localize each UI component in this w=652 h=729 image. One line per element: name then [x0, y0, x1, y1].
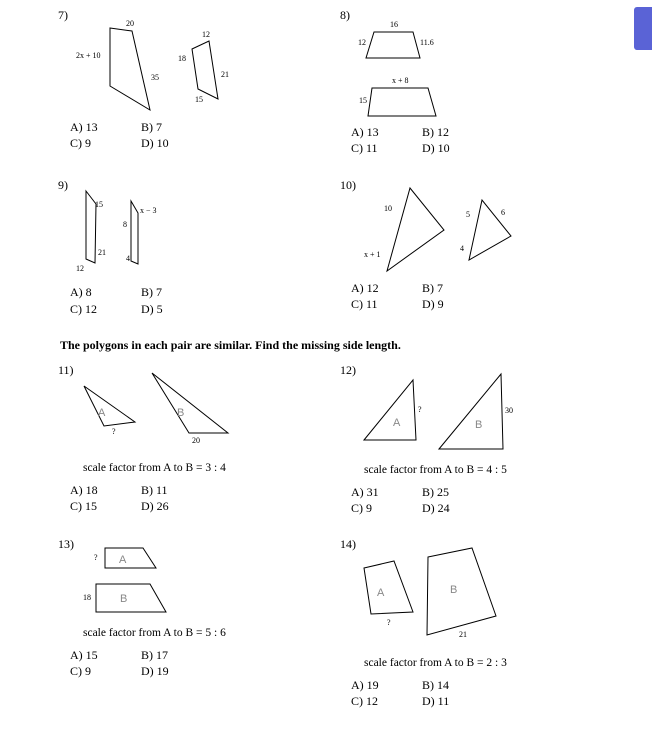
p7-small-quadrilateral	[192, 41, 218, 99]
p8-label-12: 12	[358, 38, 366, 47]
p7-label-12: 12	[202, 30, 210, 39]
p8-choice-c[interactable]: C) 11	[351, 141, 378, 155]
p10-choice-c[interactable]: C) 11	[351, 297, 378, 311]
p13-scale-factor: scale factor from A to B = 5 : 6	[83, 627, 226, 639]
p8-choice-d[interactable]: D) 10	[422, 141, 450, 155]
p13-trapezoid-a	[105, 548, 156, 568]
p7-label-2x10: 2x + 10	[76, 51, 101, 60]
p9-label-4: 4	[126, 254, 130, 263]
p8-choice-b[interactable]: B) 12	[422, 125, 449, 139]
p10-label-x1: x + 1	[364, 250, 381, 259]
p11-label-question: ?	[112, 427, 116, 436]
p11-letter-a: A	[98, 407, 106, 419]
p11-letter-b: B	[177, 407, 185, 419]
p14-letter-a: A	[377, 587, 385, 599]
p14-choice-c[interactable]: C) 12	[351, 694, 378, 708]
p14-label-question: ?	[387, 618, 391, 627]
p13-choice-b[interactable]: B) 17	[141, 648, 168, 662]
p7-label-21: 21	[221, 70, 229, 79]
p7-large-quadrilateral	[110, 28, 150, 110]
p10-choice-d[interactable]: D) 9	[422, 297, 444, 311]
p12-choice-a[interactable]: A) 31	[351, 485, 379, 499]
p11-choice-c[interactable]: C) 15	[70, 499, 97, 513]
p7-choice-c[interactable]: C) 9	[70, 136, 91, 150]
p11-triangle-b	[152, 373, 228, 433]
p11-scale-factor: scale factor from A to B = 3 : 4	[83, 462, 226, 474]
p14-choice-d[interactable]: D) 11	[422, 694, 450, 708]
p13-choice-a[interactable]: A) 15	[70, 648, 98, 662]
p13-choice-c[interactable]: C) 9	[70, 664, 91, 678]
p14-choice-b[interactable]: B) 14	[422, 678, 449, 692]
p8-label-x8: x + 8	[392, 76, 409, 85]
p10-large-quadrilateral	[387, 188, 444, 271]
p12-letter-a: A	[393, 417, 401, 429]
p7-label-20: 20	[126, 19, 134, 28]
p12-choice-d[interactable]: D) 24	[422, 501, 450, 515]
p8-label-11-6: 11.6	[420, 38, 434, 47]
p12-choice-b[interactable]: B) 25	[422, 485, 449, 499]
p14-choice-a[interactable]: A) 19	[351, 678, 379, 692]
p7-choice-b[interactable]: B) 7	[141, 120, 162, 134]
p11-choice-d[interactable]: D) 26	[141, 499, 169, 513]
problem-12-number: 12)	[340, 363, 356, 377]
p8-large-trapezoid	[368, 88, 436, 116]
p7-choice-a[interactable]: A) 13	[70, 120, 98, 134]
p7-label-15: 15	[195, 95, 203, 104]
p9-choice-d[interactable]: D) 5	[141, 302, 163, 316]
p9-label-x3: x − 3	[140, 206, 157, 215]
p7-label-18: 18	[178, 54, 186, 63]
p7-label-35: 35	[151, 73, 159, 82]
p9-choice-c[interactable]: C) 12	[70, 302, 97, 316]
p13-label-18: 18	[83, 593, 91, 602]
p8-small-trapezoid	[366, 32, 420, 58]
p14-label-21: 21	[459, 630, 467, 639]
p13-choice-d[interactable]: D) 19	[141, 664, 169, 678]
problem-8-number: 8)	[340, 8, 350, 22]
p14-letter-b: B	[450, 584, 458, 596]
problem-11-number: 11)	[58, 363, 74, 377]
p13-trapezoid-b	[96, 584, 166, 612]
p10-choice-a[interactable]: A) 12	[351, 281, 379, 295]
p11-choice-a[interactable]: A) 18	[70, 483, 98, 497]
problem-10-number: 10)	[340, 178, 356, 192]
p9-label-21: 21	[98, 248, 106, 257]
p12-triangle-a	[364, 380, 416, 440]
p14-scale-factor: scale factor from A to B = 2 : 3	[364, 657, 507, 669]
p12-triangle-b	[439, 374, 503, 449]
p9-choice-a[interactable]: A) 8	[70, 285, 92, 299]
p8-label-16: 16	[390, 20, 398, 29]
p9-label-8: 8	[123, 220, 127, 229]
p12-letter-b: B	[475, 419, 483, 431]
p11-triangle-a	[84, 386, 135, 426]
p9-label-15: 15	[95, 200, 103, 209]
p11-choice-b[interactable]: B) 11	[141, 483, 168, 497]
section-heading: The polygons in each pair are similar. Find the missing side length.	[60, 338, 401, 352]
p7-choice-d[interactable]: D) 10	[141, 136, 169, 150]
p12-label-question: ?	[418, 405, 422, 414]
p10-label-5: 5	[466, 210, 470, 219]
p13-letter-a: A	[119, 554, 127, 566]
p12-label-30: 30	[505, 406, 513, 415]
p14-quadrilateral-b	[427, 548, 496, 635]
p13-label-question: ?	[94, 553, 98, 562]
p9-small-quadrilateral	[131, 201, 138, 264]
p12-choice-c[interactable]: C) 9	[351, 501, 372, 515]
p10-label-4: 4	[460, 244, 464, 253]
p13-letter-b: B	[120, 593, 128, 605]
p8-choice-a[interactable]: A) 13	[351, 125, 379, 139]
p8-label-15: 15	[359, 96, 367, 105]
p14-quadrilateral-a	[364, 561, 413, 614]
p10-label-6: 6	[501, 208, 505, 217]
p12-scale-factor: scale factor from A to B = 4 : 5	[364, 464, 507, 476]
problem-13-number: 13)	[58, 537, 74, 551]
p9-choice-b[interactable]: B) 7	[141, 285, 162, 299]
p9-label-12: 12	[76, 264, 84, 273]
p11-label-20: 20	[192, 436, 200, 445]
problem-9-number: 9)	[58, 178, 68, 192]
problem-14-number: 14)	[340, 537, 356, 551]
p10-choice-b[interactable]: B) 7	[422, 281, 443, 295]
problem-7-number: 7)	[58, 8, 68, 22]
p10-label-10: 10	[384, 204, 392, 213]
